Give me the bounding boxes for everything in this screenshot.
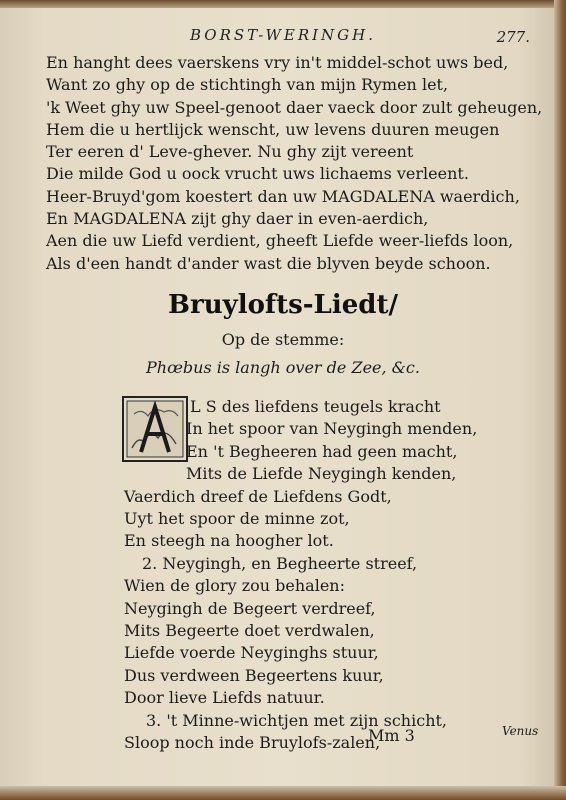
stanza-line: Wien de glory zou behalen: [124,576,345,596]
verse-line: Ter eeren d' Leve-ghever. Nu ghy zijt vereent [46,142,414,162]
catchword: Venus [502,724,539,738]
stanza-line: In het spoor van Neygingh menden, [186,419,478,439]
verse-line: Aen die uw Liefd verdient, gheeft Liefde weer-liefds loon, [46,231,514,251]
running-title: BORST-WERINGH. [189,26,377,44]
stanza-line: 2. Neygingh, en Begheerte streef, [142,553,418,573]
verse-line: En hanght dees vaerskens vry in't middel-schot uws bed, [46,53,509,72]
verse-line: Die milde God u oock vrucht uws lichaems verleent. [46,164,469,184]
song-title: Bruylofts-Liedt/ [168,290,398,320]
verse-line: 'k Weet ghy uw Speel-genoot daer vaeck door zult geheugen, [46,97,543,117]
stanza-line: Sloop noch inde Bruylofs-zalen, [124,733,381,753]
verse-line: Heer-Bruyd'gom koestert dan uw MAGDALENA waerdich, [46,186,520,206]
stanza-line: En steegh na hoogher lot. [124,531,334,551]
verse-line: Als d'een handt d'ander wast die blyven beyde schoon. [46,253,491,273]
melody-tune: Phœbus is langh over de Zee, &c. [146,358,420,377]
page-edge-right [554,0,566,800]
stanza-line: Vaerdich dreef de Liefdens Godt, [124,486,392,506]
stanza-line: Mits Begeerte doet verdwalen, [124,621,375,641]
stanza-line: 3. 't Minne-wichtjen met zijn schicht, [146,710,448,730]
stanza-line: En 't Begheeren had geen macht, [186,441,458,461]
stanza-line: Neygingh de Begeert verdreef, [124,598,376,618]
stanza-line: L S des liefdens teugels kracht [190,397,441,416]
stanza-line: Liefde voerde Neyginghs stuur, [124,643,379,663]
verse-block [46,52,543,275]
stanza-line: Dus verdween Begeertens kuur, [124,665,384,685]
stanza-line: Mits de Liefde Neygingh kenden, [186,464,457,484]
stanza-block [124,396,514,755]
melody-label: Op de stemme: [221,330,345,349]
verse-line: Hem die u hertlijck wenscht, uw levens duuren meugen [46,119,500,139]
verse-line: Want zo ghy op de stichtingh van mijn Rymen let, [46,75,449,95]
stanza-line: Door lieve Liefds natuur. [124,688,325,708]
verse-line: En MAGDALENA zijt ghy daer in even-aerdich, [46,209,429,229]
page-edge-bottom [0,786,566,800]
stanza-line: Uyt het spoor de minne zot, [124,509,350,529]
page-edge-top [0,0,566,8]
page-number: 277. [496,28,530,46]
signature-mark: Mm 3 [368,726,415,745]
